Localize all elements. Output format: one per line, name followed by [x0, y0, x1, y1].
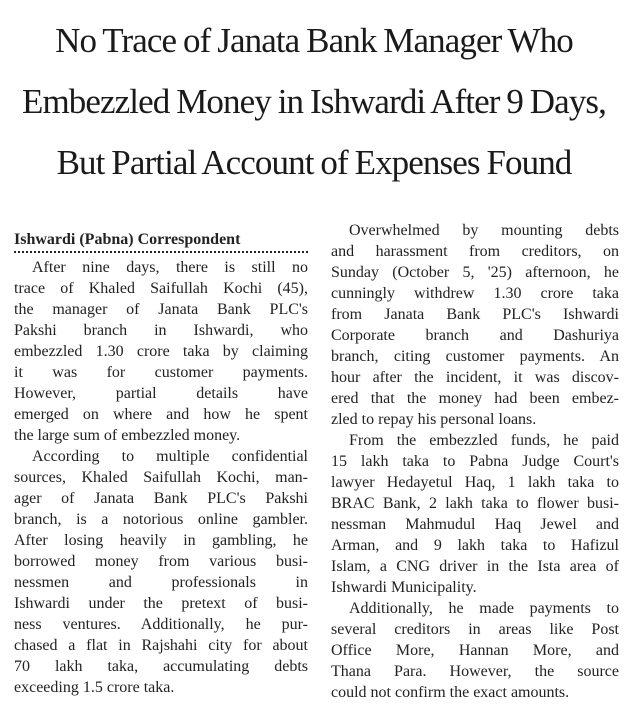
paragraph: [331, 598, 619, 703]
text-line: chased a flat in Rajshahi city for about: [14, 637, 308, 654]
left-column: [14, 229, 308, 698]
right-column-body: [331, 220, 619, 703]
text-line: 70 lakh taka, accumulating debts: [14, 658, 308, 675]
text-line: trace of Khaled Saifullah Kochi (45),: [14, 280, 308, 297]
text-line: the manager of Janata Bank PLC's: [14, 301, 308, 318]
text-line: several creditors in areas like Post: [331, 621, 619, 638]
text-line: After losing heavily in gambling, he: [14, 532, 308, 549]
text-line: borrowed money from various busi-: [14, 553, 308, 570]
paragraph: [331, 220, 619, 430]
text-line: ager of Janata Bank PLC's Pakshi: [14, 490, 308, 507]
text-line: nessmen and professionals in: [14, 574, 308, 591]
headline: [0, 10, 628, 193]
text-line: exceeding 1.5 crore taka.: [14, 679, 175, 696]
text-line: Pakshi branch in Ishwardi, who: [14, 322, 308, 339]
text-line: 15 lakh taka to Pabna Judge Court's: [331, 453, 619, 470]
text-line: embezzled 1.30 crore taka by claiming: [14, 343, 308, 360]
headline-line: No Trace of Janata Bank Manager Who: [55, 21, 573, 60]
paragraph: [14, 257, 308, 446]
text-line: Thana Para. However, the source: [331, 663, 619, 680]
text-line: However, partial details have: [14, 385, 308, 402]
paragraph: [14, 446, 308, 698]
text-line: Corporate branch and Dashuriya: [331, 327, 619, 344]
text-line: branch, citing customer payments. An: [331, 348, 619, 365]
text-line: From the embezzled funds, he paid: [349, 432, 619, 449]
text-line: Sunday (October 5, '25) afternoon, he: [331, 264, 619, 281]
text-line: sources, Khaled Saifullah Kochi, man-: [14, 469, 308, 486]
byline: Ishwardi (Pabna) Correspondent: [14, 231, 241, 248]
text-line: the large sum of embezzled money.: [14, 427, 241, 444]
text-line: Office More, Hannan More, and: [331, 642, 619, 659]
left-column-body: [14, 257, 308, 698]
text-line: Additionally, he made payments to: [349, 600, 619, 617]
text-line: nessman Mahmudul Haq Jewel and: [331, 516, 619, 533]
text-line: Islam, a CNG driver in the Ista area of: [331, 558, 619, 575]
headline-line: But Partial Account of Expenses Found: [56, 143, 572, 182]
text-line: branch, is a notorious online gambler.: [14, 511, 308, 528]
right-column: [331, 220, 619, 703]
text-line: BRAC Bank, 2 lakh taka to flower busi-: [331, 495, 619, 512]
text-line: Ishwardi Municipality.: [331, 579, 477, 596]
headline-line: Embezzled Money in Ishwardi After 9 Days,: [21, 82, 606, 121]
text-line: emerged on where and how he spent: [14, 406, 308, 423]
text-line: and harassment from creditors, on: [331, 243, 619, 260]
text-line: cunningly withdrew 1.30 crore taka: [331, 285, 619, 302]
text-line: hour after the incident, it was discov-: [331, 369, 619, 386]
text-line: ness ventures. Additionally, he pur-: [14, 616, 308, 633]
text-line: could not confirm the exact amounts.: [331, 684, 570, 701]
text-line: Ishwardi under the pretext of busi-: [14, 595, 308, 612]
text-line: zled to repay his personal loans.: [331, 411, 537, 428]
dotted-divider: [14, 251, 308, 253]
paragraph: [331, 430, 619, 598]
text-line: it was for customer payments.: [14, 364, 308, 381]
text-line: ered that the money had been embez-: [331, 390, 619, 407]
text-line: lawyer Hedayetul Haq, 1 lakh taka to: [331, 474, 619, 491]
text-line: According to multiple confidential: [32, 448, 308, 465]
text-line: After nine days, there is still no: [32, 259, 308, 276]
text-line: from Janata Bank PLC's Ishwardi: [331, 306, 619, 323]
text-line: Arman, and 9 lakh taka to Hafizul: [331, 537, 619, 554]
text-line: Overwhelmed by mounting debts: [349, 222, 619, 239]
